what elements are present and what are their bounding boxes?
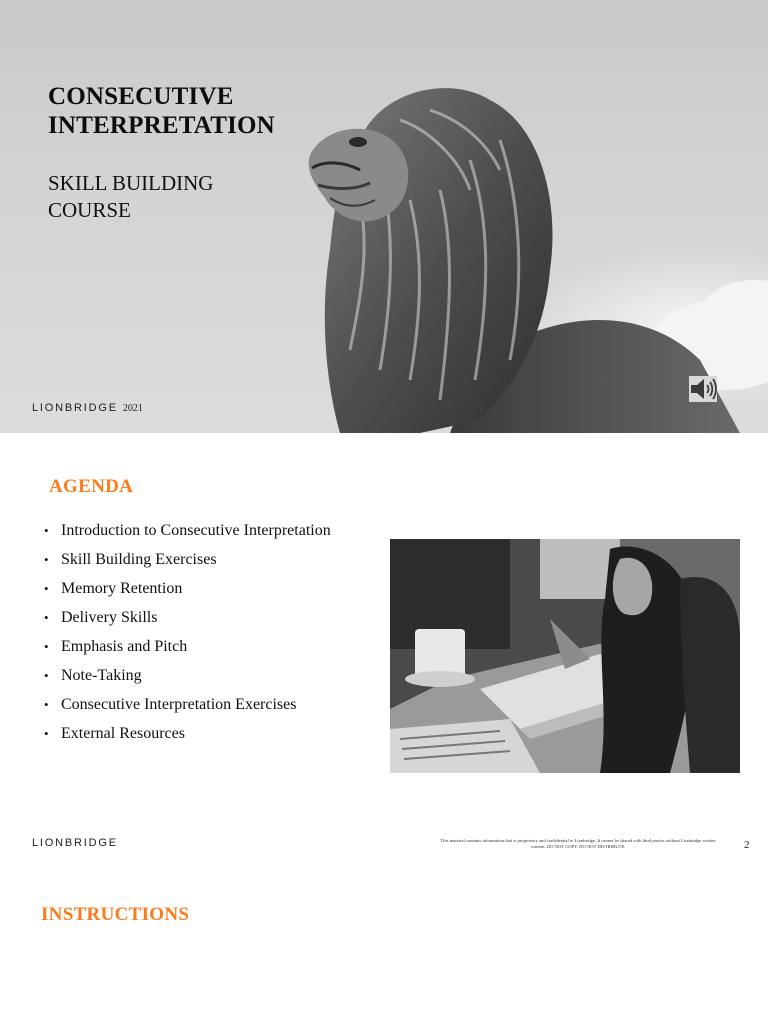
brand-wordmark: LIONBRIDGE — [32, 837, 118, 849]
instructions-slide — [0, 863, 768, 1024]
year-label: 2021 — [122, 403, 143, 414]
agenda-item: • Note-Taking — [44, 667, 142, 684]
brand-wordmark: LIONBRIDGE — [32, 402, 118, 414]
lionbridge-logo — [32, 837, 118, 849]
agenda-item: • Consecutive Interpretation Exercises — [44, 696, 297, 713]
course-title — [48, 82, 275, 140]
agenda-item: • Introduction to Consecutive Interpretation — [44, 522, 331, 539]
agenda-item: • Skill Building Exercises — [44, 551, 217, 568]
subtitle-line: COURSE — [48, 198, 131, 222]
meeting-photo — [390, 539, 740, 773]
speaker-icon[interactable] — [689, 376, 717, 402]
agenda-slide — [0, 433, 768, 863]
page-number: 2 — [744, 839, 750, 851]
confidentiality-notice: This material contains information that is proprietary and confidential to Lionbridge. It cannot be shared with third parties without Lionbridge written consent. DO NOT COPY. DO NOT DISTRIBUTE. — [440, 838, 716, 849]
title-line: INTERPRETATION — [48, 112, 275, 139]
agenda-item: • External Resources — [44, 725, 185, 742]
title-line: CONSECUTIVE — [48, 83, 234, 110]
lionbridge-logo — [32, 402, 143, 414]
subtitle-line: SKILL BUILDING — [48, 171, 214, 195]
course-subtitle — [48, 170, 213, 224]
instructions-heading: INSTRUCTIONS — [41, 904, 190, 925]
agenda-heading: AGENDA — [49, 476, 134, 497]
agenda-list — [44, 516, 331, 748]
agenda-item: • Delivery Skills — [44, 609, 158, 626]
agenda-item: • Memory Retention — [44, 580, 183, 597]
title-slide — [0, 0, 768, 433]
agenda-item: • Emphasis and Pitch — [44, 638, 188, 655]
